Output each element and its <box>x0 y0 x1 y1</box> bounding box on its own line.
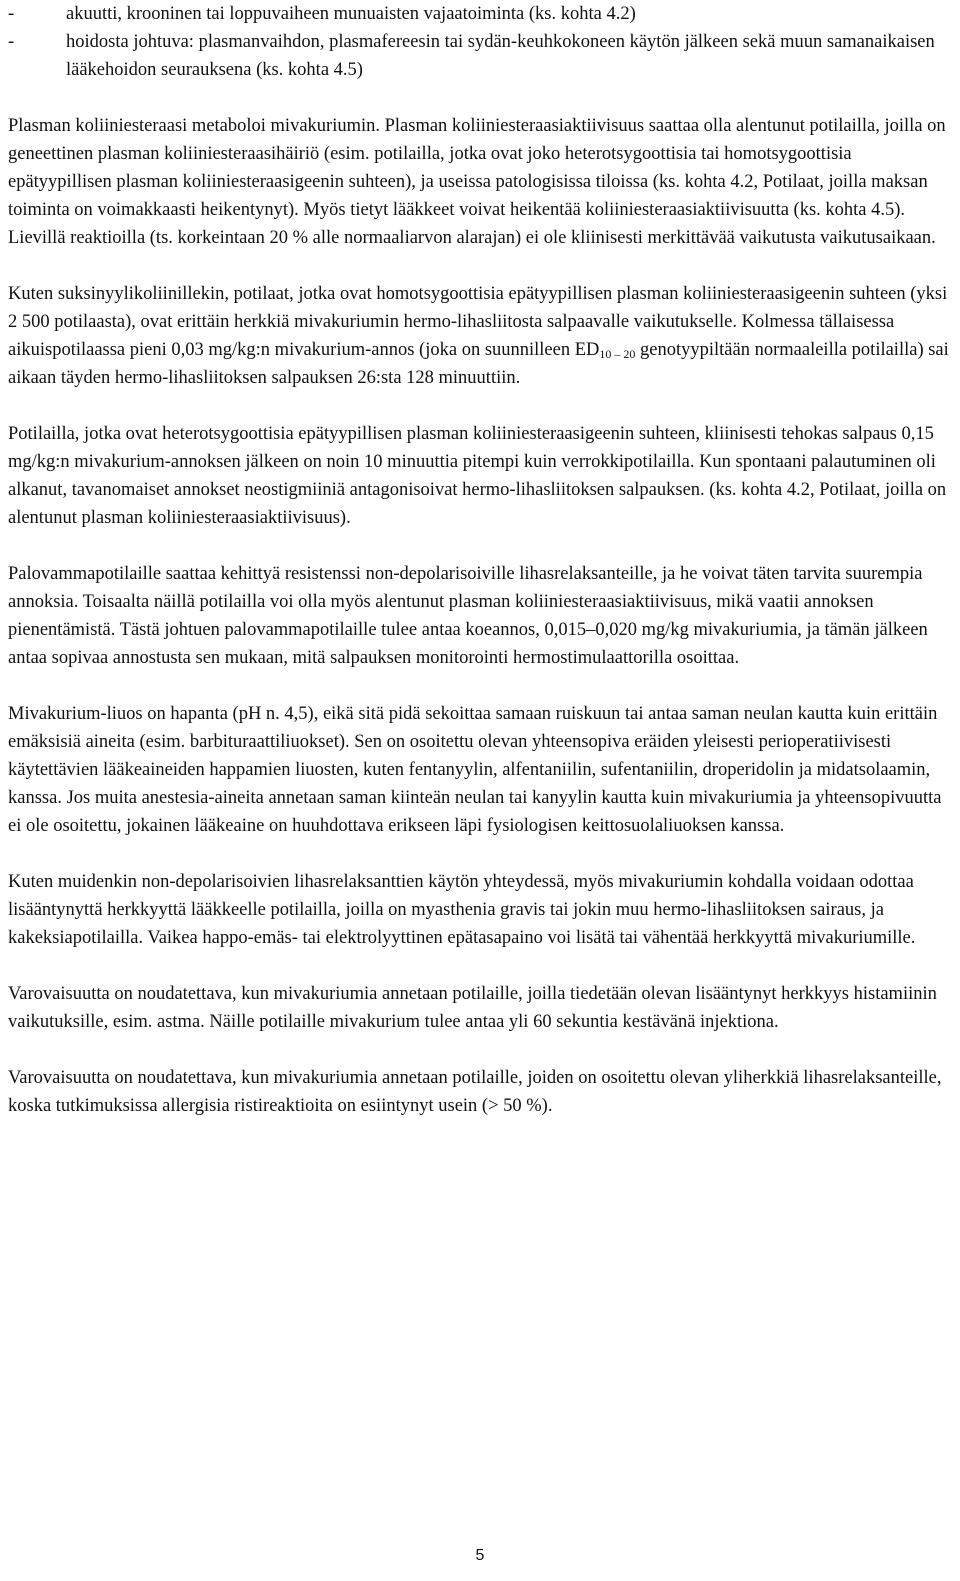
paragraph: Mivakurium-liuos on hapanta (pH n. 4,5), eikä sitä pidä sekoittaa samaan ruiskuun tai antaa saman neulan kautta kuin erittäin emäksisiä aineita (esim. barbituraattiliuokset). Sen on osoitettu olevan yhteensopiva eräiden yleisesti perioperatiivisesti käytettävien lääkeaineiden happamien liuosten, kuten fentanyylin, alfentaniilin, sufentaniilin, droperidolin ja midatsolaamin, kanssa. Jos muita anestesia-aineita annetaan saman kiinteän neulan tai kanyylin kautta kuin mivakuriumia ja yhteensopivuutta ei ole osoitettu, jokainen lääkeaine on huuhdottava erikseen läpi fysiologisen keittosuolaliuoksen kanssa. <box>8 704 942 836</box>
subscript: 10 – 20 <box>599 347 636 361</box>
paragraph-text: genotyypiltään normaaleilla potilailla) sai aikaan täyden hermo-lihasliitoksen salpauksen 26:sta 128 minuuttiin. <box>8 340 949 388</box>
paragraph: Palovammapotilaille saattaa kehittyä resistenssi non-depolarisoiville lihasrelaksanteille, ja he voivat täten tarvita suurempia annoksia. Toisaalta näillä potilailla voi olla myös alentunut plasman koliiniesteraasiaktiivisuus, mikä vaatii annoksen pienentämistä. Tästä johtuen palovammapotilaille tulee antaa koeannos, 0,015–0,020 mg/kg mivakuriumia, ja tämän jälkeen antaa sopivaa annostusta sen mukaan, mitä salpauksen monitorointi hermostimulaattorilla osoittaa. <box>8 564 928 668</box>
paragraph: Kuten muidenkin non-depolarisoivien lihasrelaksanttien käytön yhteydessä, myös mivakuriumin kohdalla voidaan odottaa lisääntynyttä herkkyyttä lääkkeelle potilailla, joilla on myasthenia gravis tai jokin muu hermo-lihasliitoksen sairaus, ja kakeksiapotilailla. Vaikea happo-emäs- tai elektrolyyttinen epätasapaino voi lisätä tai vähentää herkkyyttä mivakuriumille. <box>8 872 916 948</box>
paragraph: Potilailla, jotka ovat heterotsygoottisia epätyypillisen plasman koliiniesteraasigeenin suhteen, kliinisesti tehokas salpaus 0,15 mg/kg:n mivakurium-annoksen jälkeen on noin 10 minuuttia pitempi kuin verrokkipotilailla. Kun spontaani palautuminen oli alkanut, tavanomaiset annokset neostigmiiniä antagonisoivat hermo-lihasliitoksen salpauksen. (ks. kohta 4.2, Potilaat, joilla on alentunut plasman koliiniesteraasiaktiivisuus). <box>8 424 947 528</box>
paragraph: Varovaisuutta on noudatettava, kun mivakuriumia annetaan potilaille, joiden on osoitettu olevan yliherkkiä lihasrelaksanteille, koska tutkimuksissa allergisia ristireaktioita on esiintynyt usein (> 50 %). <box>8 1068 942 1116</box>
paragraph: Plasman koliiniesteraasi metaboloi mivakuriumin. Plasman koliiniesteraasiaktiivisuus saattaa olla alentunut potilailla, joilla on geneettinen plasman koliiniesteraasihäiriö (esim. potilailla, jotka ovat joko heterotsygoottisia tai homotsygoottisia epätyypillisen plasman koliiniesteraasigeenin suhteen), ja useissa patologisissa tiloissa (ks. kohta 4.2, Potilaat, joilla maksan toiminta on voimakkaasti heikentynyt). Myös tietyt lääkkeet voivat heikentää koliiniesteraasiaktiivisuutta (ks. kohta 4.5). Lievillä reaktioilla (ts. korkeintaan 20 % alle normaaliarvon alarajan) ei ole kliinisesti merkittävää vaikutusta vaikutusaikaan. <box>8 116 946 248</box>
paragraph: Varovaisuutta on noudatettava, kun mivakuriumia annetaan potilaille, joilla tiedetään olevan lisääntynyt herkkyys histamiinin vaikutuksille, esim. astma. Näille potilaille mivakurium tulee antaa yli 60 sekuntia kestävänä injektiona. <box>8 984 937 1032</box>
paragraph-ed <box>8 280 954 392</box>
bullet-dash: - <box>8 32 15 52</box>
bullet-dash: - <box>8 4 15 24</box>
bullet-item <box>8 0 954 28</box>
paragraph-text: Kuten suksinyylikoliinillekin, potilaat, jotka ovat homotsygoottisia epätyypillisen plasman koliiniesteraasigeenin suhteen (yksi 2 500 potilaasta), ovat erittäin herkkiä mivakuriumin hermo-lihasliitosta salpaavalle vaikutukselle. Kolmessa tällaisessa aikuispotilaassa pieni 0,03 mg/kg:n mivakurium-annos (joka on suunnilleen ED <box>8 284 948 360</box>
bullet-text: akuutti, krooninen tai loppuvaiheen munuaisten vajaatoiminta (ks. kohta 4.2) <box>66 4 636 24</box>
bullet-text: hoidosta johtuva: plasmanvaihdon, plasmafereesin tai sydän-keuhkokoneen käytön jälkeen sekä muun samanaikaisen lääkehoidon seurauksena (ks. kohta 4.5) <box>66 32 935 80</box>
document-page <box>8 0 954 1120</box>
bullet-item <box>8 28 954 84</box>
page-number: 5 <box>475 1547 485 1564</box>
